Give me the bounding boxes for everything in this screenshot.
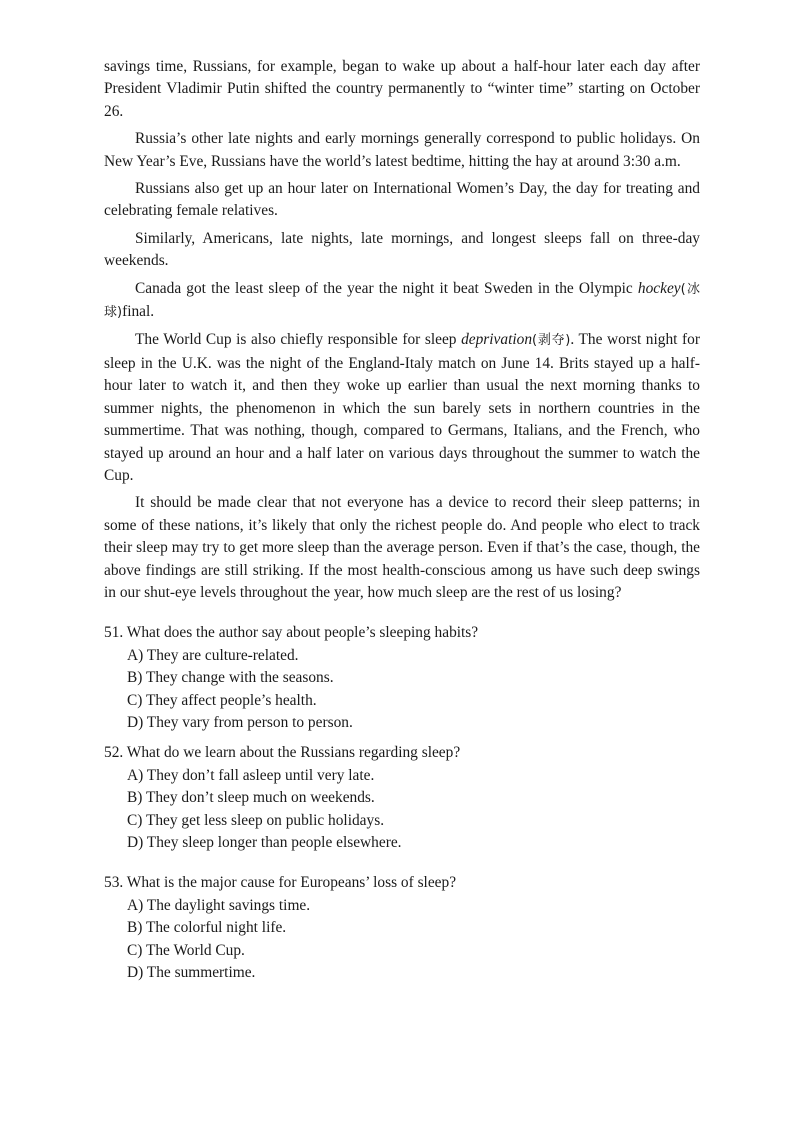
paragraph-3: Russians also get up an hour later on International Women’s Day, the day for treating and celebrating female relatives. bbox=[104, 180, 700, 220]
paragraph-5 bbox=[104, 278, 700, 325]
option-c: C) They affect people’s health. bbox=[127, 691, 317, 709]
document-page bbox=[104, 56, 700, 992]
paragraph-2: Russia’s other late nights and early mornings generally correspond to public holidays. On New Year’s Eve, Russians have the world’s latest bedtime, hitting the hay at around 3:30 a.m. bbox=[104, 130, 700, 170]
option-a: A) They are culture-related. bbox=[127, 646, 299, 664]
paragraph-4: Similarly, Americans, late nights, late mornings, and longest sleeps fall on three-day weekends. bbox=[104, 229, 700, 270]
option-a: A) The daylight savings time. bbox=[127, 896, 311, 914]
paragraph-5-text-before: Canada got the least sleep of the year the night it beat Sweden in the Olympic bbox=[135, 279, 638, 297]
paragraph-6-term: deprivation bbox=[461, 331, 533, 349]
paragraph-5-gloss: (冰球) bbox=[104, 281, 700, 321]
question-51 bbox=[104, 622, 700, 734]
option-c: C) They get less sleep on public holidays. bbox=[127, 811, 385, 829]
paragraph-1: savings time, Russians, for example, began to wake up about a half-hour later each day after President Vladimir Putin shifted the country permanently to “winter time” starting on October 26. bbox=[104, 58, 700, 120]
option-c: C) The World Cup. bbox=[127, 941, 245, 959]
question-stem: 51. What does the author say about people’s sleeping habits? bbox=[104, 624, 479, 642]
question-53 bbox=[104, 872, 700, 984]
question-stem: 52. What do we learn about the Russians regarding sleep? bbox=[104, 744, 461, 762]
paragraph-5-term: hockey bbox=[637, 279, 681, 297]
question-52 bbox=[104, 742, 700, 854]
paragraph-6-text-before: The World Cup is also chiefly responsible for sleep bbox=[135, 331, 462, 349]
option-d: D) They sleep longer than people elsewhere. bbox=[127, 834, 402, 851]
question-stem: 53. What is the major cause for Europeans’ loss of sleep? bbox=[104, 874, 457, 892]
question-list bbox=[104, 622, 700, 984]
paragraph-5-text-after: final. bbox=[122, 303, 155, 321]
option-d: D) They vary from person to person. bbox=[127, 713, 353, 731]
option-b: B) The colorful night life. bbox=[127, 919, 287, 937]
paragraph-6 bbox=[104, 329, 700, 487]
option-b: B) They change with the seasons. bbox=[127, 669, 334, 687]
option-d: D) The summertime. bbox=[127, 964, 256, 982]
option-a: A) They don’t fall asleep until very late. bbox=[127, 766, 375, 784]
paragraph-6-gloss: (剥夺) bbox=[532, 333, 571, 349]
paragraph-6-text-after: . The worst night for sleep in the U.K. was the night of the England-Italy match on June 14. Brits stayed up a half-hour later to watch it, and then they woke up earlier than usual the next morning thanks to summer nights, the phenomenon in which the sun barely sets in northern countries in the summertime. That was nothing, though, compared to Germans, Italians, and the French, who stayed up around an hour and a half later on various days throughout the summer to watch the Cup. bbox=[104, 331, 700, 484]
option-b: B) They don’t sleep much on weekends. bbox=[127, 789, 375, 807]
paragraph-7: It should be made clear that not everyone has a device to record their sleep patterns; in some of these nations, it’s likely that only the richest people do. And people who elect to track their sleep may try to get more sleep than the average person. Even if that’s the case, though, the above findings are still striking. If the most health-conscious among us have such deep swings in our shut-eye levels throughout the year, how much sleep are the rest of us losing? bbox=[104, 494, 700, 601]
